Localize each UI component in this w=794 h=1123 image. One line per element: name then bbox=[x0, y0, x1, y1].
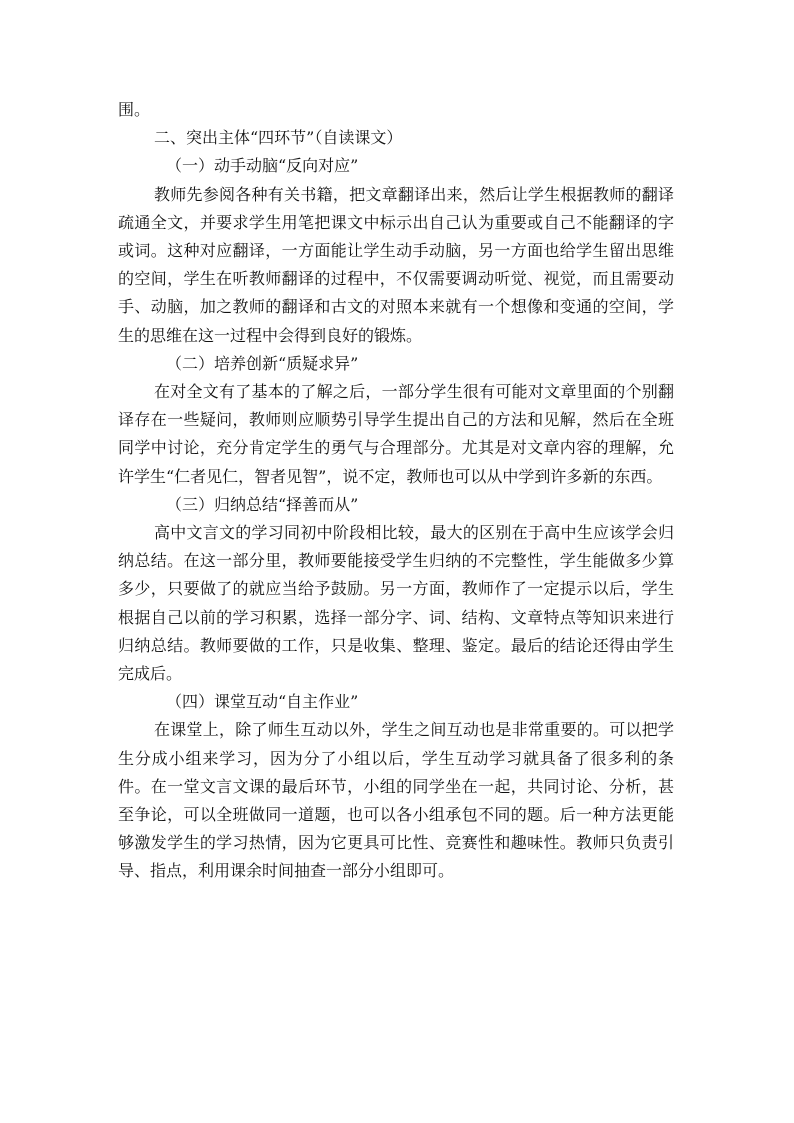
body-paragraph-2: 在对全文有了基本的了解之后，一部分学生很有可能对文章里面的个别翻译存在一些疑问，教师则应顺势引导学生提出自己的方法和见解，然后在全班同学中讨论，充分肯定学生的勇气与合理部分。尤其是对文章内容的理解，允许学生“仁者见仁，智者见智”，说不定，教师也可以从中学到许多新的东西。 bbox=[118, 382, 674, 486]
subsection-heading-3: （三）归纳总结“择善而从” bbox=[166, 494, 359, 514]
subsection-heading-2: （二）培养创新“质疑求异” bbox=[166, 353, 359, 373]
document-body bbox=[118, 96, 674, 886]
subsection-heading-1: （一）动手动脑“反向对应” bbox=[166, 156, 359, 176]
paragraph-continuation: 围。 bbox=[118, 100, 151, 119]
body-paragraph-4: 在课堂上，除了师生互动以外，学生之间互动也是非常重要的。可以把学生分成小组来学习，因为分了小组以后，学生互动学习就具备了很多利的条件。在一堂文言文课的最后环节，小组的同学坐在一起，共同讨论、分析，甚至争论，可以全班做同一道题，也可以各小组承包不同的题。后一种方法更能够激发学生的学习热情，因为它更具可比性、竞赛性和趣味性。教师只负责引导、指点，利用课余时间抽查一部分小组即可。 bbox=[118, 720, 674, 881]
body-paragraph-1: 教师先参阅各种有关书籍，把文章翻译出来，然后让学生根据教师的翻译疏通全文，并要求学生用笔把课文中标示出自己认为重要或自己不能翻译的字或词。这种对应翻译，一方面能让学生动手动脑，另一方面也给学生留出思维的空间，学生在听教师翻译的过程中，不仅需要调动听觉、视觉，而且需要动手、动脑，加之教师的翻译和古文的对照本来就有一个想像和变通的空间，学生的思维在这一过程中会得到良好的锻炼。 bbox=[118, 184, 674, 345]
subsection-heading-4: （四）课堂互动“自主作业” bbox=[166, 692, 359, 712]
body-paragraph-3: 高中文言文的学习同初中阶段相比较，最大的区别在于高中生应该学会归纳总结。在这一部分里，教师要能接受学生归纳的不完整性，学生能做多少算多少，只要做了的就应当给予鼓励。另一方面，教师作了一定提示以后，学生根据自己以前的学习积累，选择一部分字、词、结构、文章特点等知识来进行归纳总结。教师要做的工作，只是收集、整理、鉴定。最后的结论还得由学生完成后。 bbox=[118, 523, 674, 684]
section-heading: 二、突出主体“四环节”（自读课文） bbox=[154, 128, 403, 148]
